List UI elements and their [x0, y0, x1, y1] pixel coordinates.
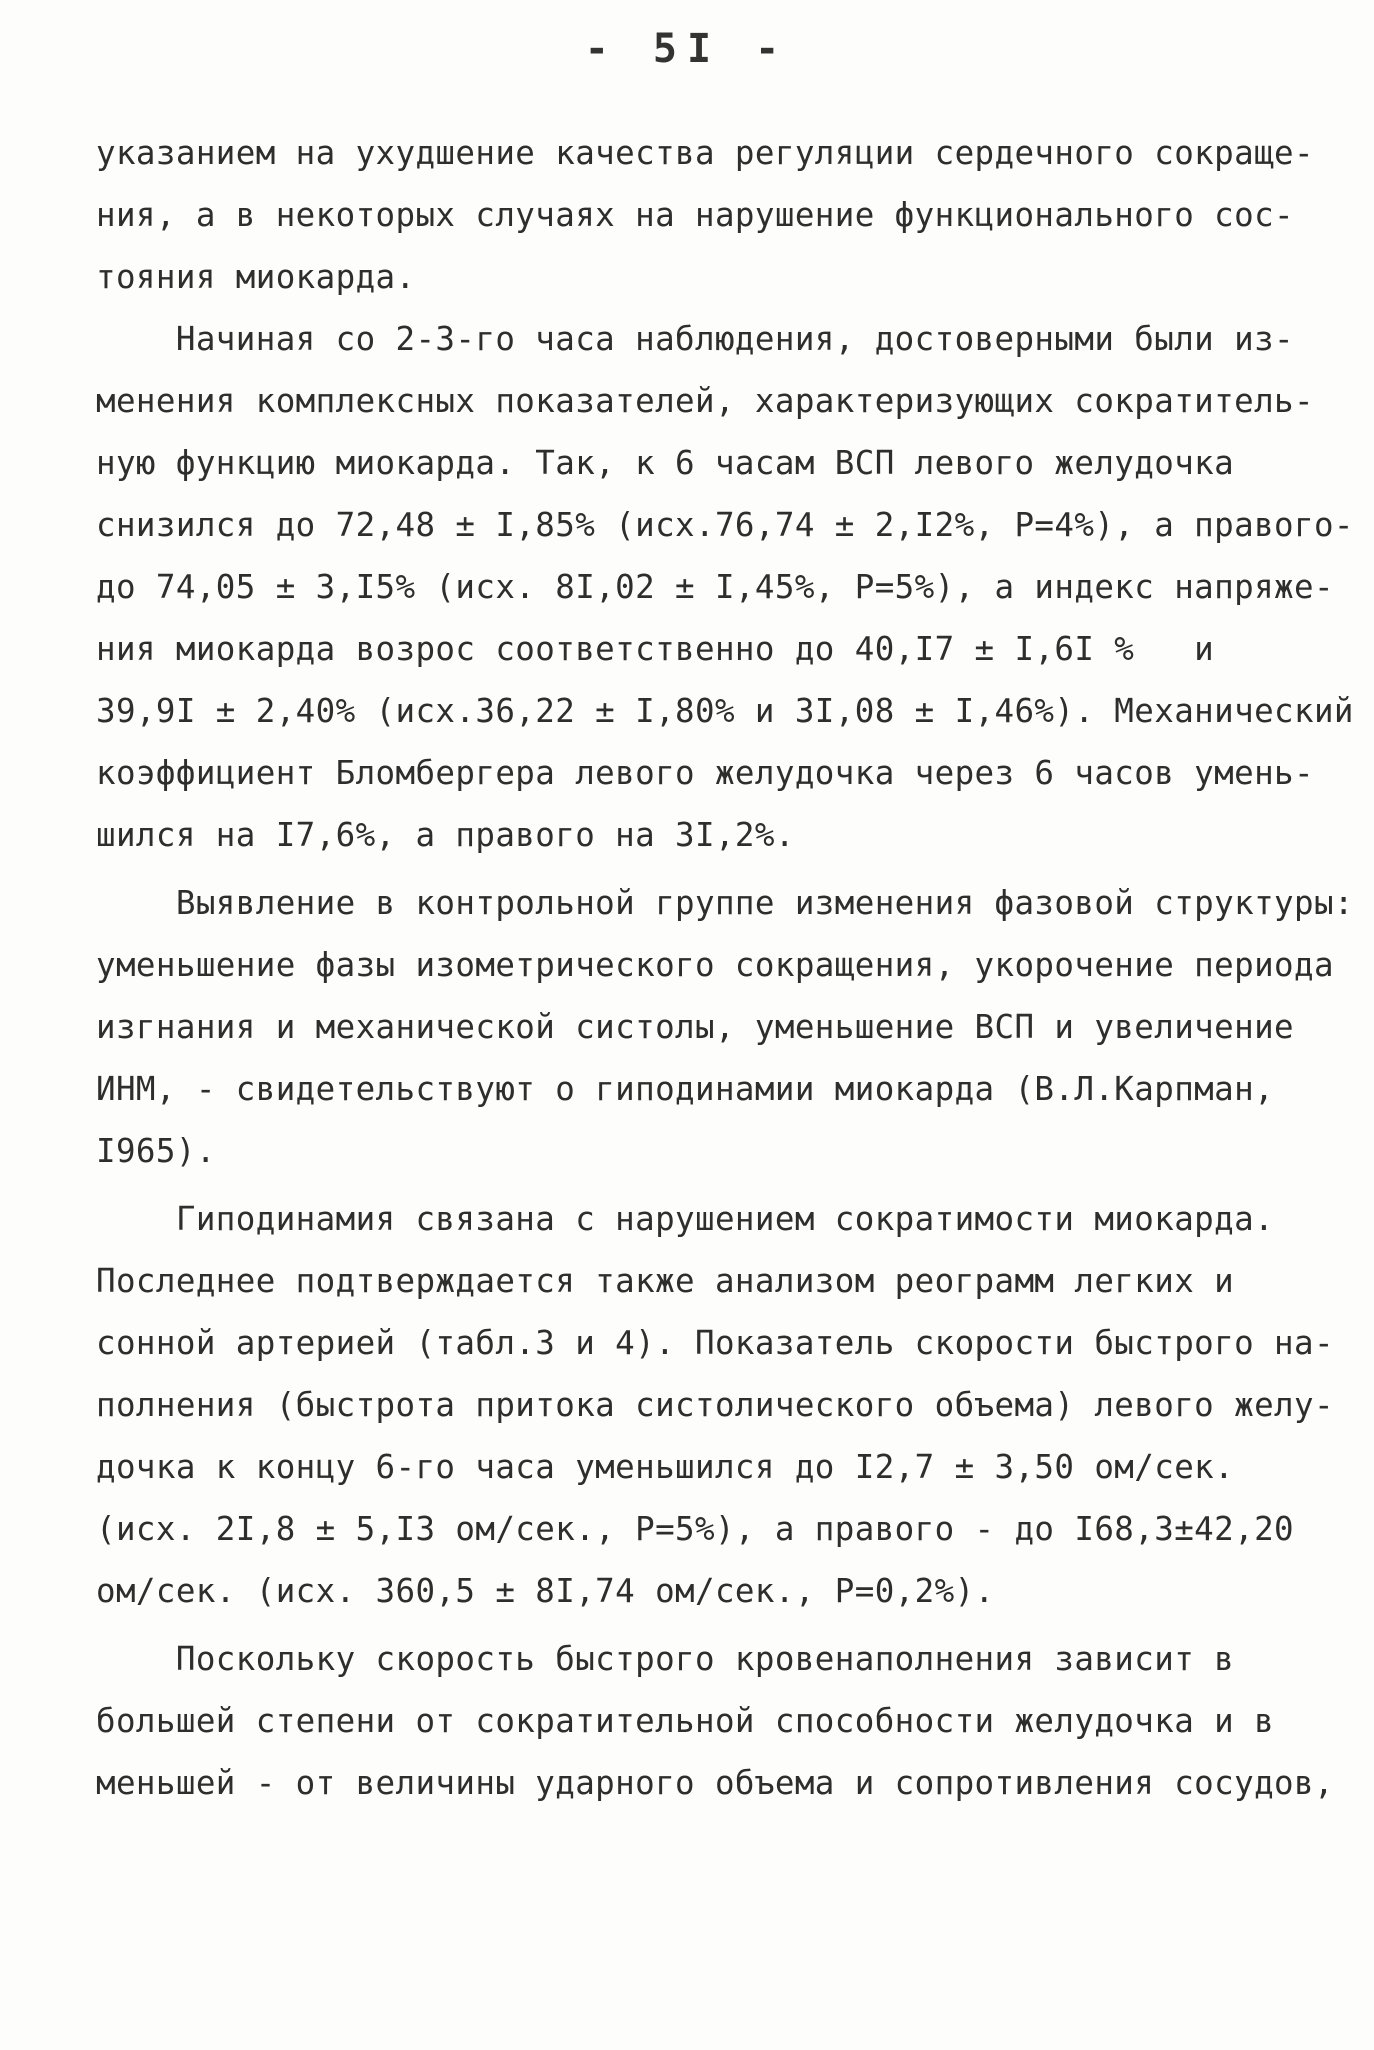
text-line: дочка к концу 6-го часа уменьшился до I2,7 ± 3,50 ом/сек.: [96, 1448, 1235, 1486]
text-line: большей степени от сократительной способности желудочка и в: [96, 1702, 1275, 1740]
body-text: [96, 122, 1354, 1814]
text-line: сонной артерией (табл.3 и 4). Показатель скорости быстрого на-: [96, 1324, 1334, 1362]
text-line: Выявление в контрольной группе изменения фазовой структуры:: [96, 884, 1354, 922]
text-line: меньшей - от величины ударного объема и сопротивления сосудов,: [96, 1764, 1334, 1802]
text-line: снизился до 72,48 ± I,85% (исх.76,74 ± 2,I2%, Р=4%), а правого-: [96, 506, 1354, 544]
page-number: - 5I -: [584, 26, 790, 72]
text-line: указанием на ухудшение качества регуляции сердечного сокраще-: [96, 134, 1314, 172]
text-line: Поскольку скорость быстрого кровенаполнения зависит в: [96, 1640, 1235, 1678]
text-line: I965).: [96, 1132, 216, 1170]
text-line: ИНМ, - свидетельствуют о гиподинамии миокарда (В.Л.Карпман,: [96, 1070, 1275, 1108]
text-line: Гиподинамия связана с нарушением сократимости миокарда.: [96, 1200, 1275, 1238]
text-line: ную функцию миокарда. Так, к 6 часам ВСП левого желудочка: [96, 444, 1235, 482]
text-line: Последнее подтверждается также анализом реограмм легких и: [96, 1262, 1235, 1300]
text-line: уменьшение фазы изометрического сокращения, укорочение периода: [96, 946, 1334, 984]
text-line: ния миокарда возрос соответственно до 40,I7 ± I,6I % и: [96, 630, 1215, 668]
text-line: 39,9I ± 2,40% (исх.36,22 ± I,80% и 3I,08 ± I,46%). Механический: [96, 692, 1354, 730]
text-line: Начиная со 2-3-го часа наблюдения, достоверными были из-: [96, 320, 1294, 358]
text-line: ния, а в некоторых случаях на нарушение функционального сос-: [96, 196, 1294, 234]
text-line: тояния миокарда.: [96, 258, 416, 296]
text-line: шился на I7,6%, а правого на 3I,2%.: [96, 816, 795, 854]
text-line: до 74,05 ± 3,I5% (исх. 8I,02 ± I,45%, Р=5%), а индекс напряже-: [96, 568, 1334, 606]
text-line: менения комплексных показателей, характеризующих сократитель-: [96, 382, 1314, 420]
text-line: полнения (быстрота притока систолического объема) левого желу-: [96, 1386, 1334, 1424]
text-line: коэффициент Бломбергера левого желудочка через 6 часов умень-: [96, 754, 1314, 792]
text-line: (исх. 2I,8 ± 5,I3 ом/сек., Р=5%), а правого - до I68,3±42,20: [96, 1510, 1294, 1548]
text-line: изгнания и механической систолы, уменьшение ВСП и увеличение: [96, 1008, 1294, 1046]
text-line: ом/сек. (исх. 360,5 ± 8I,74 ом/сек., Р=0,2%).: [96, 1572, 995, 1610]
